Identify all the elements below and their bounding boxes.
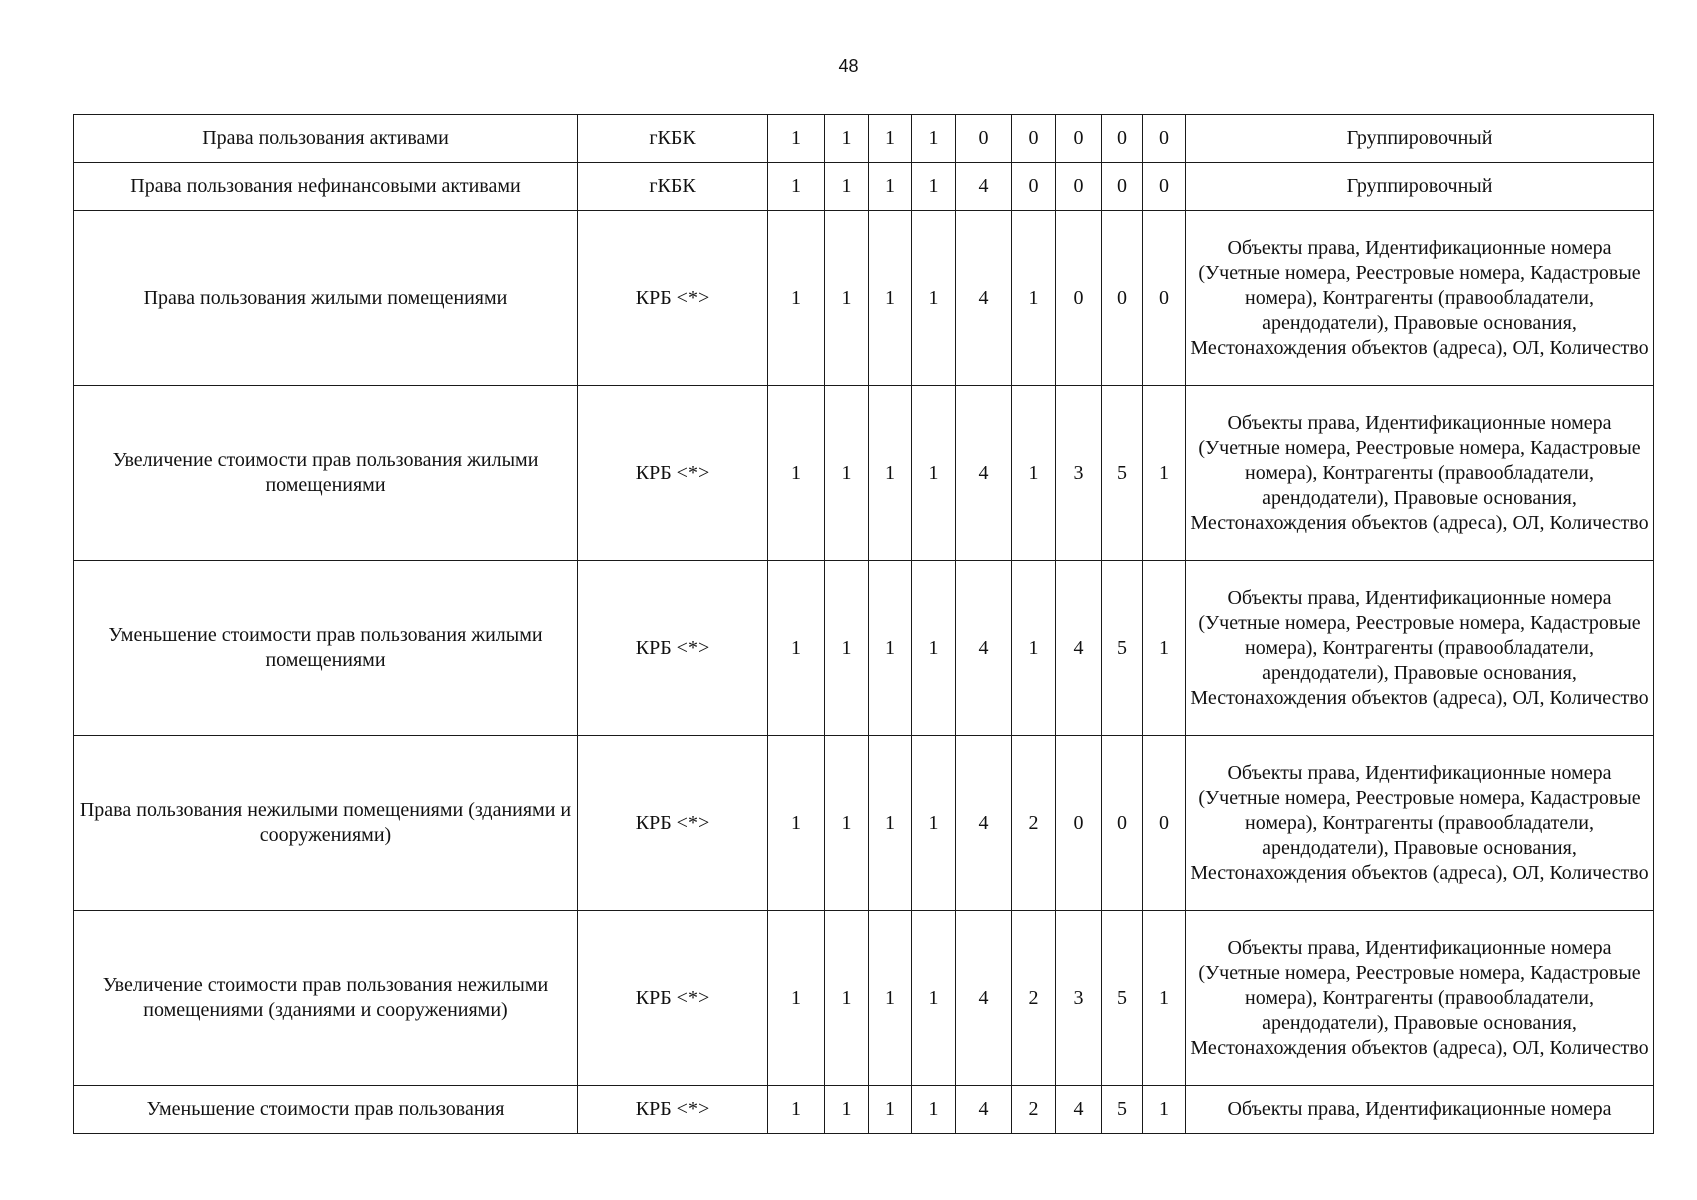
account-name-cell: Права пользования жилыми помещениями xyxy=(74,211,578,386)
code-digit-cell: 4 xyxy=(1056,1086,1102,1134)
table-row xyxy=(74,115,1654,163)
table-row xyxy=(74,163,1654,211)
analytics-cell: Объекты права, Идентификационные номера (Учетные номера, Реестровые номера, Кадастровые номера), Контрагенты (правообладатели, арендодатели), Правовые основания, Местонахождения объектов (адреса), ОЛ, Количество xyxy=(1186,211,1654,386)
code-type-cell: КРБ <*> xyxy=(578,211,768,386)
code-digit-cell: 1 xyxy=(869,386,912,561)
analytics-cell: Объекты права, Идентификационные номера (Учетные номера, Реестровые номера, Кадастровые номера), Контрагенты (правообладатели, арендодатели), Правовые основания, Местонахождения объектов (адреса), ОЛ, Количество xyxy=(1186,561,1654,736)
code-digit-cell: 0 xyxy=(1056,163,1102,211)
code-digit-cell: 4 xyxy=(956,386,1012,561)
code-digit-cell: 1 xyxy=(768,386,825,561)
code-digit-cell: 1 xyxy=(869,911,912,1086)
code-digit-cell: 1 xyxy=(825,386,869,561)
code-digit-cell: 1 xyxy=(825,115,869,163)
account-name-cell: Права пользования активами xyxy=(74,115,578,163)
code-digit-cell: 1 xyxy=(869,1086,912,1134)
code-digit-cell: 0 xyxy=(1143,211,1186,386)
code-digit-cell: 5 xyxy=(1102,386,1143,561)
code-digit-cell: 4 xyxy=(956,736,1012,911)
code-digit-cell: 5 xyxy=(1102,1086,1143,1134)
analytics-cell: Объекты права, Идентификационные номера (Учетные номера, Реестровые номера, Кадастровые номера), Контрагенты (правообладатели, арендодатели), Правовые основания, Местонахождения объектов (адреса), ОЛ, Количество xyxy=(1186,386,1654,561)
code-type-cell: гКБК xyxy=(578,163,768,211)
accounts-table xyxy=(73,114,1654,1134)
table-row xyxy=(74,1086,1654,1134)
code-digit-cell: 2 xyxy=(1012,911,1056,1086)
code-digit-cell: 4 xyxy=(1056,561,1102,736)
page-number: 48 xyxy=(838,56,859,76)
code-digit-cell: 1 xyxy=(869,211,912,386)
code-type-cell: КРБ <*> xyxy=(578,1086,768,1134)
code-digit-cell: 1 xyxy=(825,561,869,736)
analytics-cell: Группировочный xyxy=(1186,115,1654,163)
account-name-cell: Увеличение стоимости прав пользования нежилыми помещениями (зданиями и сооружениями) xyxy=(74,911,578,1086)
code-digit-cell: 1 xyxy=(768,1086,825,1134)
analytics-cell: Объекты права, Идентификационные номера (Учетные номера, Реестровые номера, Кадастровые номера), Контрагенты (правообладатели, арендодатели), Правовые основания, Местонахождения объектов (адреса), ОЛ, Количество xyxy=(1186,911,1654,1086)
code-digit-cell: 1 xyxy=(825,1086,869,1134)
code-type-cell: КРБ <*> xyxy=(578,911,768,1086)
code-digit-cell: 1 xyxy=(912,1086,956,1134)
code-digit-cell: 4 xyxy=(956,561,1012,736)
code-digit-cell: 1 xyxy=(1143,386,1186,561)
code-digit-cell: 1 xyxy=(912,736,956,911)
analytics-cell: Объекты права, Идентификационные номера xyxy=(1186,1086,1654,1134)
code-digit-cell: 1 xyxy=(825,911,869,1086)
code-digit-cell: 1 xyxy=(1012,561,1056,736)
code-digit-cell: 5 xyxy=(1102,561,1143,736)
code-digit-cell: 1 xyxy=(768,911,825,1086)
code-digit-cell: 1 xyxy=(1143,561,1186,736)
code-digit-cell: 0 xyxy=(1143,163,1186,211)
code-digit-cell: 0 xyxy=(1012,115,1056,163)
code-digit-cell: 0 xyxy=(1102,163,1143,211)
code-digit-cell: 1 xyxy=(768,211,825,386)
account-name-cell: Уменьшение стоимости прав пользования xyxy=(74,1086,578,1134)
code-digit-cell: 1 xyxy=(912,386,956,561)
code-digit-cell: 0 xyxy=(1102,115,1143,163)
code-digit-cell: 5 xyxy=(1102,911,1143,1086)
code-digit-cell: 0 xyxy=(1102,211,1143,386)
code-digit-cell: 1 xyxy=(1012,386,1056,561)
code-type-cell: КРБ <*> xyxy=(578,386,768,561)
code-digit-cell: 0 xyxy=(1143,115,1186,163)
code-digit-cell: 1 xyxy=(768,163,825,211)
code-digit-cell: 4 xyxy=(956,1086,1012,1134)
code-digit-cell: 1 xyxy=(869,163,912,211)
code-digit-cell: 1 xyxy=(768,115,825,163)
code-digit-cell: 4 xyxy=(956,211,1012,386)
code-type-cell: КРБ <*> xyxy=(578,736,768,911)
code-digit-cell: 0 xyxy=(956,115,1012,163)
account-name-cell: Увеличение стоимости прав пользования жилыми помещениями xyxy=(74,386,578,561)
code-digit-cell: 2 xyxy=(1012,736,1056,911)
code-digit-cell: 1 xyxy=(1143,1086,1186,1134)
code-digit-cell: 1 xyxy=(912,163,956,211)
table-row xyxy=(74,561,1654,736)
code-digit-cell: 2 xyxy=(1012,1086,1056,1134)
code-digit-cell: 1 xyxy=(1012,211,1056,386)
table-row xyxy=(74,736,1654,911)
account-name-cell: Права пользования нежилыми помещениями (зданиями и сооружениями) xyxy=(74,736,578,911)
code-type-cell: гКБК xyxy=(578,115,768,163)
code-digit-cell: 1 xyxy=(912,561,956,736)
account-name-cell: Права пользования нефинансовыми активами xyxy=(74,163,578,211)
code-digit-cell: 0 xyxy=(1102,736,1143,911)
code-digit-cell: 1 xyxy=(1143,911,1186,1086)
code-digit-cell: 1 xyxy=(768,561,825,736)
table-row xyxy=(74,386,1654,561)
code-digit-cell: 0 xyxy=(1056,115,1102,163)
code-digit-cell: 4 xyxy=(956,163,1012,211)
code-digit-cell: 4 xyxy=(956,911,1012,1086)
table-row xyxy=(74,911,1654,1086)
code-digit-cell: 0 xyxy=(1056,736,1102,911)
code-digit-cell: 1 xyxy=(825,211,869,386)
account-name-cell: Уменьшение стоимости прав пользования жилыми помещениями xyxy=(74,561,578,736)
code-digit-cell: 3 xyxy=(1056,386,1102,561)
code-digit-cell: 1 xyxy=(768,736,825,911)
code-digit-cell: 0 xyxy=(1012,163,1056,211)
code-type-cell: КРБ <*> xyxy=(578,561,768,736)
code-digit-cell: 0 xyxy=(1143,736,1186,911)
table-row xyxy=(74,211,1654,386)
code-digit-cell: 3 xyxy=(1056,911,1102,1086)
code-digit-cell: 1 xyxy=(912,115,956,163)
analytics-cell: Объекты права, Идентификационные номера (Учетные номера, Реестровые номера, Кадастровые номера), Контрагенты (правообладатели, арендодатели), Правовые основания, Местонахождения объектов (адреса), ОЛ, Количество xyxy=(1186,736,1654,911)
analytics-cell: Группировочный xyxy=(1186,163,1654,211)
code-digit-cell: 1 xyxy=(869,561,912,736)
code-digit-cell: 1 xyxy=(912,211,956,386)
code-digit-cell: 1 xyxy=(825,736,869,911)
code-digit-cell: 1 xyxy=(869,736,912,911)
code-digit-cell: 1 xyxy=(912,911,956,1086)
code-digit-cell: 1 xyxy=(825,163,869,211)
code-digit-cell: 1 xyxy=(869,115,912,163)
code-digit-cell: 0 xyxy=(1056,211,1102,386)
